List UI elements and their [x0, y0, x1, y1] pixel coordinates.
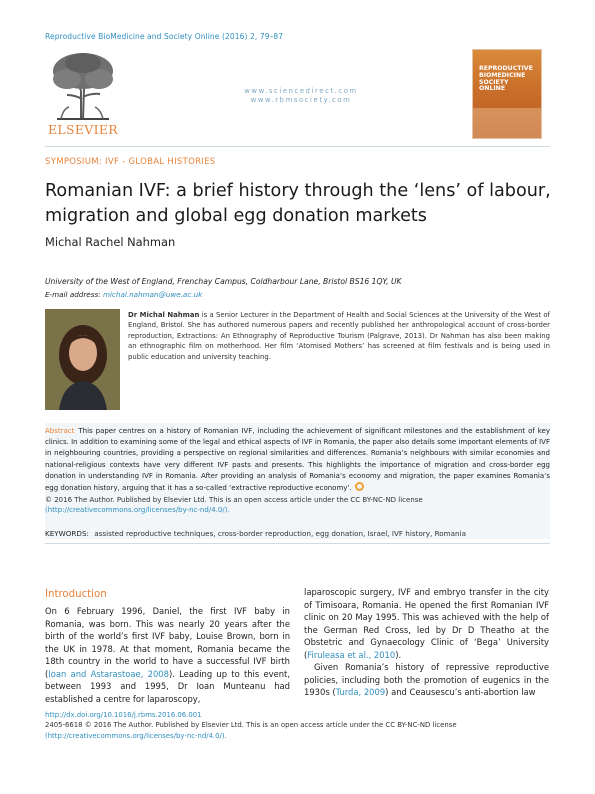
- email-label: E-mail address:: [45, 290, 101, 299]
- body-text: laparoscopic surgery, IVF and embryo transfer in the city of Timisoara, Romania. He opened the first Romanian IVF clinic on 20 May 1995. This was achieved with the help of the German Red Cross, led by Dr D Theatho at the Obstetric and Gynaecology Clinic of ‘Bega’ University (: [304, 587, 549, 660]
- author-portrait-icon: [45, 309, 120, 410]
- section-heading-introduction: Introduction: [45, 589, 107, 600]
- abstract-text: This paper centres on a history of Romanian IVF, including the achievement of significant milestones and the establishment of key clinics. In addition to examining some of the legal and ethical aspects of IVF in Romania, the paper also details some important elements of IVF in neighbouring countries, providing a perspective on regional similarities and differences. Romania’s neighbours with similar economies and national-religious contexts have very different IVF pasts and presents. This highlights the importance of migration and cross-border egg donation in understanding IVF in Romania. After providing an analysis of Romania’s economy and migration, the paper examines Romania’s egg donation history, arguing that it has a so-called ‘extractive reproductive economy’.: [45, 427, 550, 493]
- citation-link[interactable]: Turda, 2009: [335, 687, 386, 697]
- crossmark-icon[interactable]: [355, 482, 364, 491]
- abstract: [45, 426, 550, 494]
- body-paragraph: [45, 605, 290, 705]
- cover-accent-band: [473, 108, 541, 138]
- rbmsociety-link[interactable]: www.rbmsociety.com: [250, 96, 352, 104]
- article-title: Romanian IVF: a brief history through the ‘lens’ of labour, migration and global egg donation markets: [45, 181, 551, 226]
- journal-header: [45, 47, 550, 139]
- bio-text: is a Senior Lecturer in the Department of Health and Social Sciences at the University of the West of England, Bristol. She has authored numerous papers and recently published her anthropological account of cross-border reproduction, Extractions: An Ethnography of Reproductive Tourism (Palgrave, 2013). Dr Nahman has also been making an ethnographic film on motherhood. Her film ‘Atomised Mothers’ has screened at film festivals and is being used in public education and university teaching.: [128, 311, 550, 361]
- keywords-line: [45, 529, 550, 538]
- body-paragraph: [304, 586, 549, 661]
- citation-link[interactable]: Firuleasa et al., 2010: [307, 649, 396, 660]
- cover-title-line: ONLINE: [479, 85, 506, 93]
- section-label: SYMPOSIUM: IVF - GLOBAL HISTORIES: [45, 157, 216, 167]
- copyright-notice: [45, 495, 550, 516]
- bio-name: Dr Michal Nahman: [128, 311, 200, 319]
- body-text: ) and Ceausescu’s anti-abortion law: [385, 687, 536, 697]
- body-text: ).: [395, 649, 402, 660]
- cover-title-line: BIOMEDICINE: [479, 71, 526, 79]
- copyright-text: © 2016 The Author. Published by Elsevier Ltd. This is an open access article under the CC BY-NC-ND license: [45, 496, 423, 504]
- author-photo: [45, 309, 120, 410]
- keywords-label: KEYWORDS:: [45, 529, 89, 538]
- cover-title-line: SOCIETY: [479, 78, 509, 86]
- elsevier-tree-icon: [45, 49, 121, 123]
- footer-license-text: 2405-6618 © 2016 The Author. Published by Elsevier Ltd. This is an open access article under the CC BY-NC-ND license: [45, 721, 457, 730]
- sciencedirect-link[interactable]: www.sciencedirect.com: [244, 87, 358, 95]
- body-text: ). Leading up to this event, between 1993 and 1995, Dr Ioan Munteanu had established a centre for laparoscopy,: [45, 668, 290, 704]
- author-affiliation: University of the West of England, Frenchay Campus, Coldharbour Lane, Bristol BS16 1QY, UK: [45, 277, 402, 286]
- copyright-license-link[interactable]: (http://creativecommons.org/licenses/by-nc-nd/4.0/).: [45, 506, 230, 515]
- header-divider: [45, 146, 550, 147]
- publisher-wordmark: ELSEVIER: [47, 122, 118, 137]
- email-line: [45, 290, 202, 299]
- cover-title: [479, 66, 533, 93]
- body-column-right: [304, 586, 549, 699]
- footer-license-link[interactable]: (http://creativecommons.org/licenses/by-nc-nd/4.0/).: [45, 731, 227, 740]
- page-footer: [45, 710, 550, 741]
- body-text: On 6 February 1996, Daniel, the first IVF baby in Romania, was born. This was nearly 20 years after the birth of the world’s first IVF baby, Louise Brown, born in the UK in 1978. At that moment, Romania became the 18th country in the world to have a successful IVF birth (: [45, 606, 290, 679]
- abstract-label: Abstract: [45, 427, 75, 435]
- keywords-divider: [45, 543, 550, 544]
- keywords-list: assisted reproductive techniques, cross-border reproduction, egg donation, Israel, IVF history, Romania: [94, 529, 467, 538]
- author-bio: [128, 310, 550, 362]
- elsevier-logo: [45, 49, 121, 137]
- body-paragraph: [304, 661, 549, 699]
- body-text: Given Romania’s history of repressive reproductive policies, including both the promotion of eugenics in the 1930s (: [304, 662, 549, 697]
- journal-citation-line[interactable]: Reproductive BioMedicine and Society Online (2016) 2, 79–87: [45, 32, 284, 41]
- journal-cover-image: [472, 49, 542, 139]
- journal-links: [241, 87, 361, 105]
- doi-link[interactable]: http://dx.doi.org/10.1016/j.rbms.2016.06.001: [45, 711, 202, 719]
- cover-title-line: REPRODUCTIVE: [479, 65, 533, 72]
- email-link[interactable]: michal.nahman@uwe.ac.uk: [102, 290, 203, 299]
- author-name: Michal Rachel Nahman: [45, 235, 176, 249]
- citation-link[interactable]: Ioan and Astarastoae, 2008: [48, 668, 169, 679]
- body-column-left: [45, 586, 290, 705]
